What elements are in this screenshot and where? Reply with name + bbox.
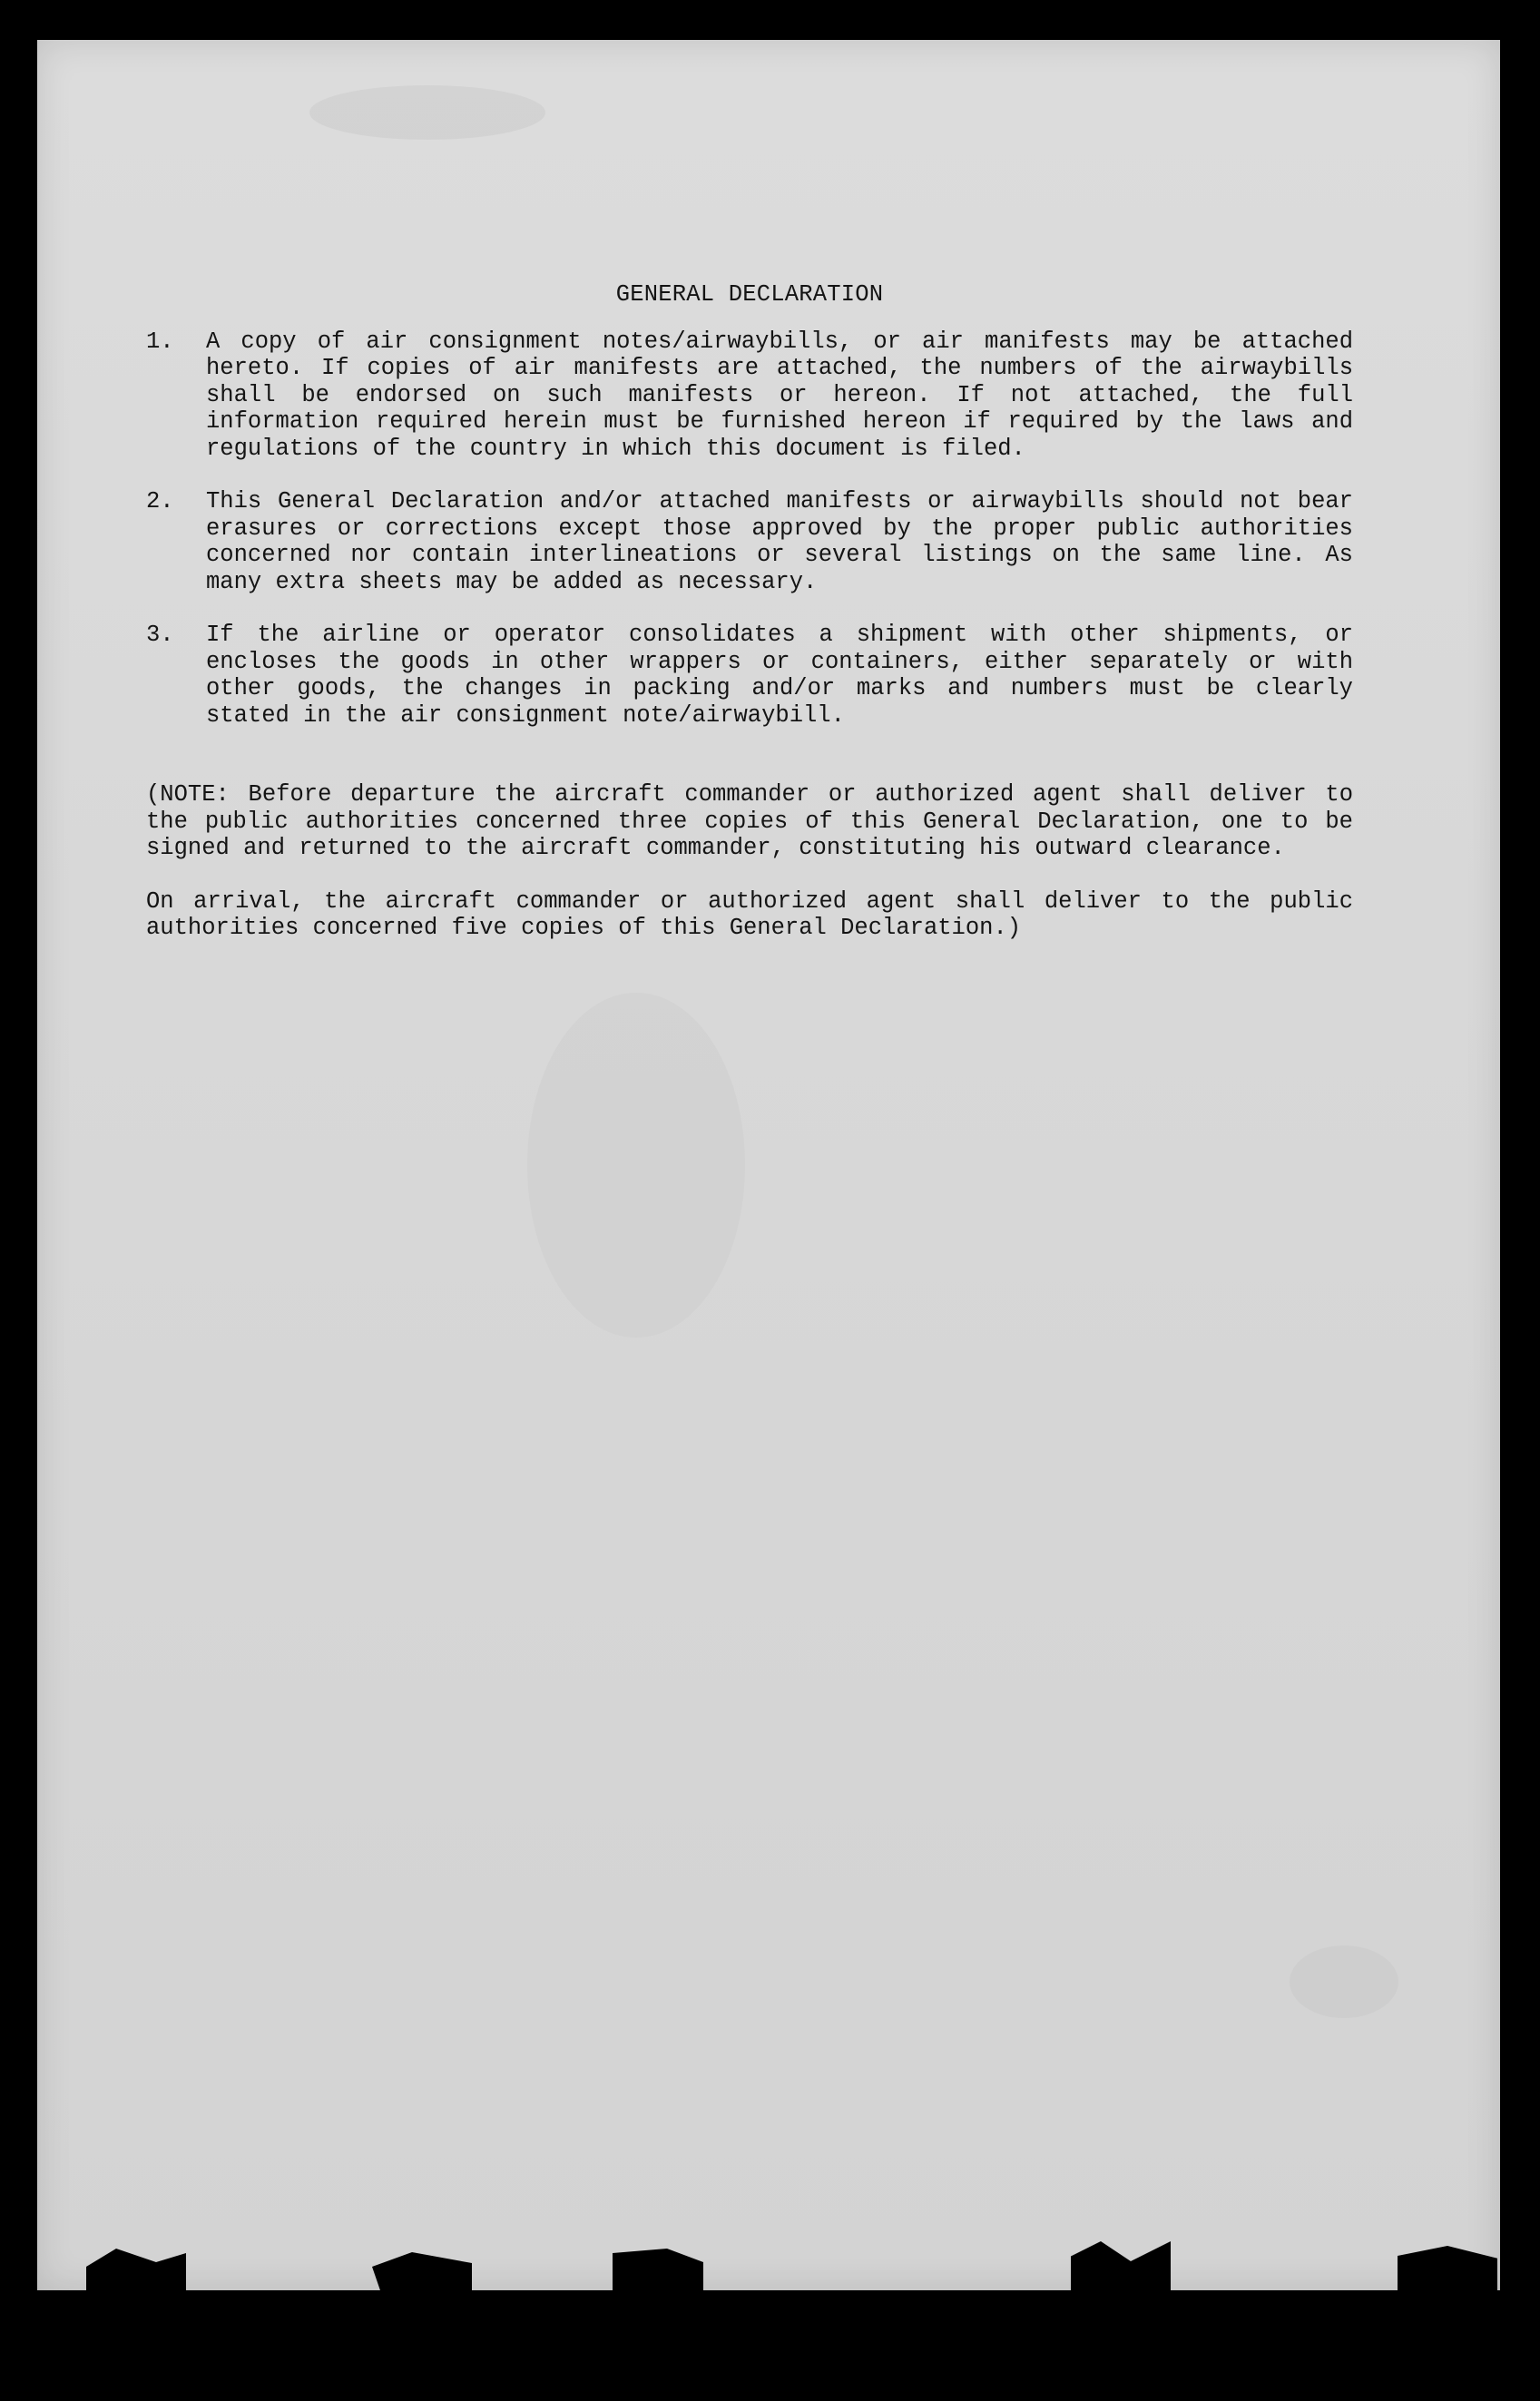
bleed-through-smudge <box>1290 1945 1398 2018</box>
departure-note: (NOTE: Before departure the aircraft commander or authorized agent shall deliver to the public authorities concerned three copies of this General Declaration, one to be signed and returned to the aircraft commander, constituting his outward clearance. <box>146 781 1353 861</box>
item-text: This General Declaration and/or attached manifests or airwaybills should not bear erasures or corrections except those approved by the proper public authorities concerned nor contain interlineations or several listings on the same line. As many extra sheets may be added as necessary. <box>206 488 1353 595</box>
torn-edge <box>372 2252 472 2325</box>
bleed-through-smudge <box>527 993 745 1338</box>
item-text: If the airline or operator consolidates a shipment with other shipments, or encloses the goods in other wrappers or containers, either separately or with other goods, the changes in packing and/or marks and numbers must be clearly stated in the air consignment note/airwaybill. <box>206 622 1353 729</box>
declaration-item-3 <box>146 622 1353 729</box>
item-number: 3. <box>146 622 174 648</box>
item-number: 1. <box>146 328 174 355</box>
bleed-through-smudge <box>309 85 545 140</box>
document-content <box>146 281 1353 942</box>
item-number: 2. <box>146 488 174 514</box>
declaration-item-2 <box>146 488 1353 595</box>
document-title: GENERAL DECLARATION <box>615 281 884 308</box>
item-text: A copy of air consignment notes/airwaybills, or air manifests may be attached hereto. If copies of air manifests are attached, the numbers of the airwaybills shall be endorsed on such manifests or hereon. If not attached, the full information required herein must be furnished hereon if required by the laws and regulations of the country in which this document is filed. <box>206 328 1353 462</box>
arrival-note: On arrival, the aircraft commander or authorized agent shall deliver to the public authorities concerned five copies of this General Declaration.) <box>146 887 1353 941</box>
declaration-item-1 <box>146 328 1353 463</box>
